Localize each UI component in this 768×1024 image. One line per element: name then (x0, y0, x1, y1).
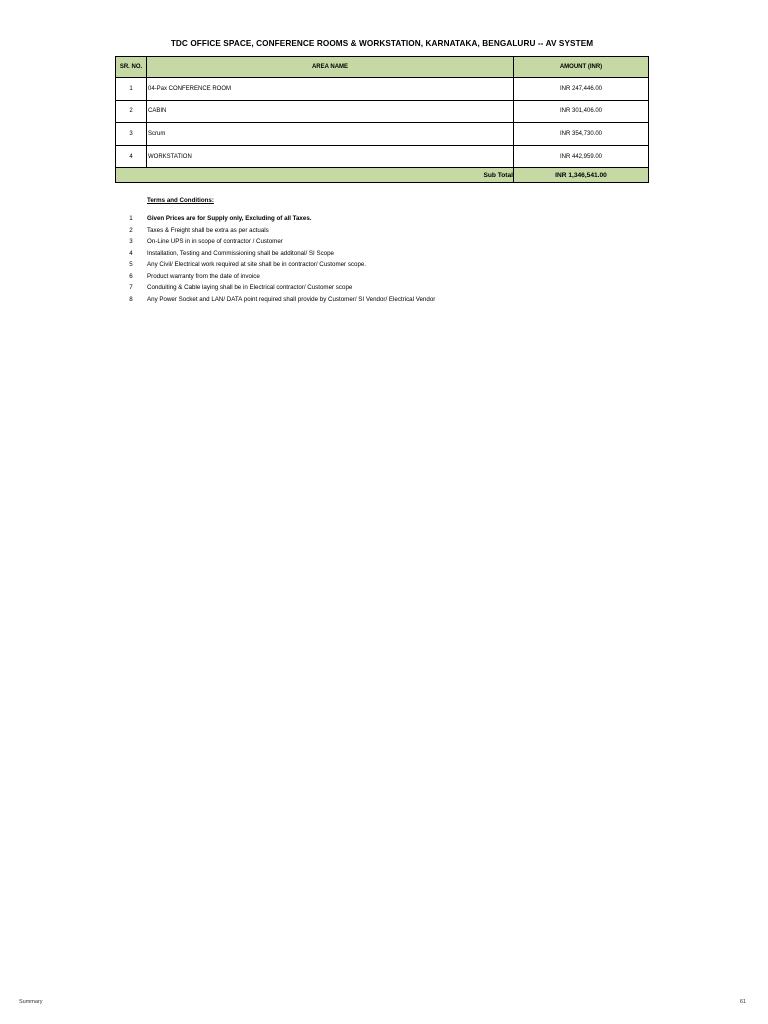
row-sr-no: 3 (116, 123, 147, 146)
cost-summary-table (115, 56, 649, 183)
term-text: Installation, Testing and Commissioning shall be additonal/ SI Scope (147, 249, 334, 257)
term-number: 8 (129, 295, 133, 303)
row-amount: INR 301,406.00 (514, 100, 649, 123)
term-text: Product warranty from the date of invoice (147, 272, 260, 280)
row-area-name (147, 145, 514, 168)
term-number: 6 (129, 272, 133, 280)
table-row (116, 100, 649, 123)
row-amount: INR 354,730.00 (514, 123, 649, 146)
table-header-row (116, 57, 649, 78)
term-text: Given Prices are for Supply only, Excluding of all Taxes. (147, 215, 312, 223)
subtotal-spacer (116, 168, 147, 183)
term-item (115, 236, 649, 248)
page-number: 61 (739, 999, 746, 1005)
term-item (115, 271, 649, 283)
term-item (115, 294, 649, 306)
row-sr-no: 1 (116, 78, 147, 101)
term-item (115, 259, 649, 271)
term-text: Any Civil/ Electrical work required at site shall be in contractor/ Customer scope. (147, 261, 367, 269)
row-area-text: CABIN (148, 108, 167, 115)
term-text: Any Power Socket and LAN/ DATA point required shall provide by Customer/ SI Vendor/ Electrical Vendor (147, 295, 436, 303)
term-text: Taxes & Freight shall be extra as per actuals (147, 226, 269, 234)
row-area-text: Scrum (148, 130, 166, 137)
row-amount: INR 442,959.00 (514, 145, 649, 168)
table-row (116, 145, 649, 168)
table-row (116, 78, 649, 101)
row-area-name (147, 78, 514, 101)
term-item (115, 213, 649, 225)
term-number: 3 (129, 238, 133, 246)
row-area-text: WORKSTATION (148, 153, 192, 160)
term-item (115, 248, 649, 260)
term-text: Conduiting & Cable laying shall be in Electrical contractor/ Customer scope (147, 284, 353, 292)
row-amount: INR 247,446.00 (514, 78, 649, 101)
subtotal-row (116, 168, 649, 183)
table-row (116, 123, 649, 146)
term-text: On-Line UPS in in scope of contractor / Customer (147, 238, 283, 246)
row-area-name (147, 123, 514, 146)
term-number: 1 (129, 215, 133, 223)
row-sr-no: 4 (116, 145, 147, 168)
subtotal-label: Sub Total (147, 168, 514, 183)
row-area-text: 04-Pax CONFERENCE ROOM (148, 85, 232, 92)
term-number: 4 (129, 249, 133, 257)
terms-heading: Terms and Conditions: (147, 197, 214, 204)
term-item (115, 225, 649, 237)
terms-list (115, 213, 649, 305)
term-number: 7 (129, 284, 133, 292)
term-number: 2 (129, 226, 133, 234)
sheet-name: Summary (19, 999, 43, 1005)
term-item (115, 282, 649, 294)
subtotal-value: INR 1,346,541.00 (514, 168, 649, 183)
term-number: 5 (129, 261, 133, 269)
document-title: TDC OFFICE SPACE, CONFERENCE ROOMS & WORKSTATION, KARNATAKA, BENGALURU -- AV SYSTEM (170, 39, 594, 48)
header-sr-no: SR. NO. (116, 57, 147, 78)
row-area-name (147, 100, 514, 123)
header-area-name: AREA NAME (147, 57, 514, 78)
header-amount: AMOUNT (INR) (514, 57, 649, 78)
row-sr-no: 2 (116, 100, 147, 123)
